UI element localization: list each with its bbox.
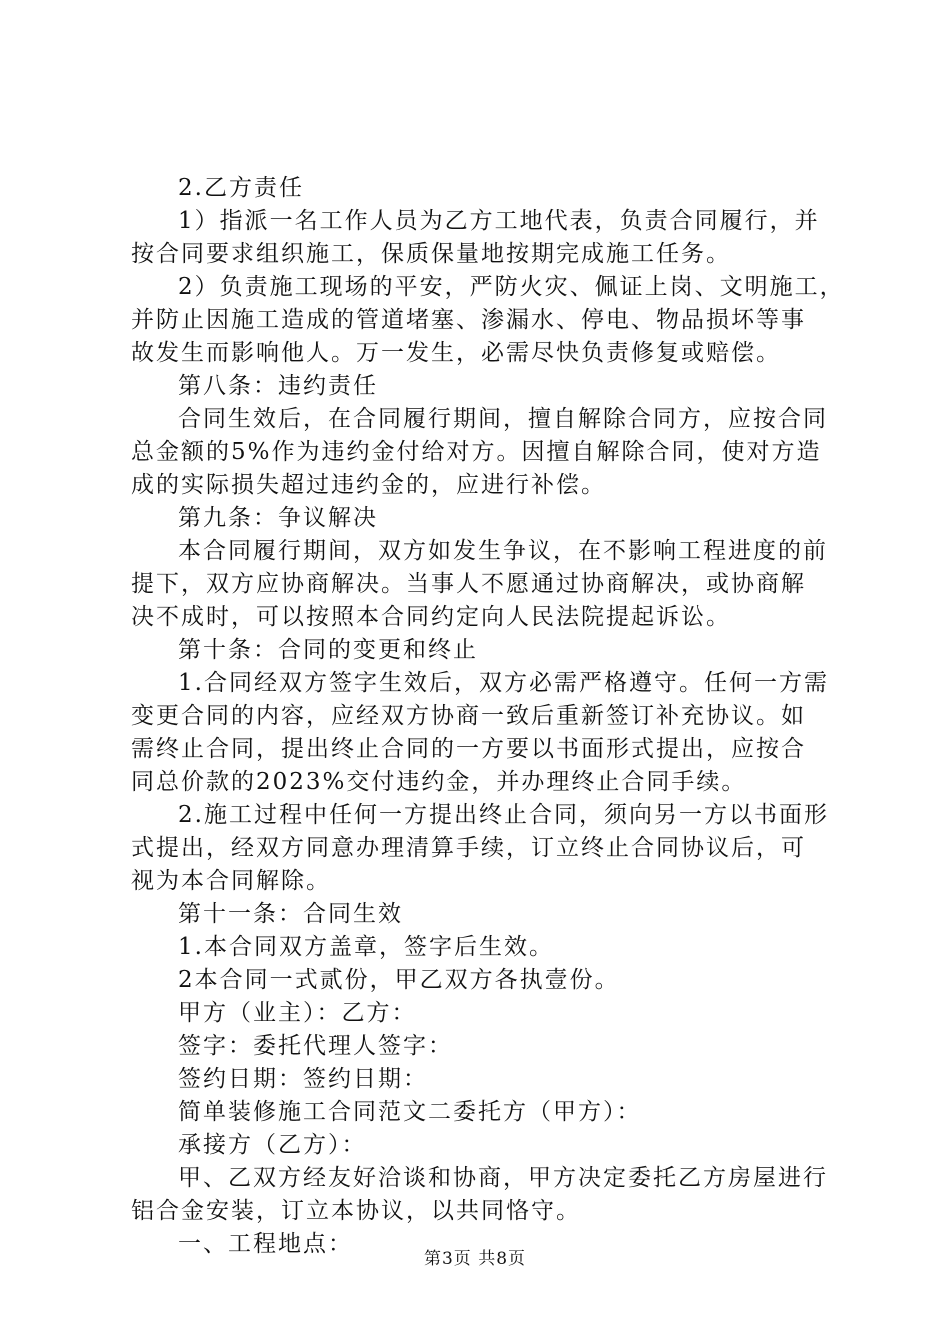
- text-line: 2.施工过程中任何一方提出终止合同，须向另一方以书面形: [178, 802, 829, 828]
- signature-line: 签字：委托代理人签字：: [178, 1033, 453, 1059]
- text-line: 总金额的5%作为违约金付给对方。因擅自解除合同，使对方造: [131, 439, 822, 465]
- text-line: 合同生效后，在合同履行期间，擅自解除合同方，应按合同: [178, 406, 828, 432]
- text-line: 成的实际损失超过违约金的，应进行补偿。: [131, 472, 606, 498]
- text-line: 铝合金安装，订立本协议，以共同恪守。: [131, 1198, 581, 1224]
- section-heading: 第十条：合同的变更和终止: [178, 637, 478, 663]
- text-line: 需终止合同，提出终止合同的一方要以书面形式提出，应按合: [131, 736, 806, 762]
- section-heading: 第十一条：合同生效: [178, 901, 403, 927]
- text-line: 1）指派一名工作人员为乙方工地代表，负责合同履行，并: [178, 208, 820, 234]
- section-heading: 一、工程地点：: [178, 1231, 353, 1257]
- text-line: 变更合同的内容，应经双方协商一致后重新签订补充协议。如: [131, 703, 806, 729]
- text-line: 决不成时，可以按照本合同约定向人民法院提起诉讼。: [131, 604, 731, 630]
- text-line: 按合同要求组织施工，保质保量地按期完成施工任务。: [131, 241, 731, 267]
- text-line: 1.合同经双方签字生效后，双方必需严格遵守。任何一方需: [178, 670, 829, 696]
- text-line: 1.本合同双方盖章，签字后生效。: [178, 934, 554, 960]
- text-line: 甲、乙双方经友好洽谈和协商，甲方决定委托乙方房屋进行: [178, 1165, 828, 1191]
- text-line: 并防止因施工造成的管道堵塞、渗漏水、停电、物品损坏等事: [131, 307, 806, 333]
- section-heading: 第八条：违约责任: [178, 373, 378, 399]
- text-line: 视为本合同解除。: [131, 868, 331, 894]
- signature-date-line: 签约日期：签约日期：: [178, 1066, 428, 1092]
- text-line: 2）负责施工现场的平安，严防火灾、佩证上岗、文明施工，: [178, 274, 845, 300]
- text-line: 本合同履行期间，双方如发生争议，在不影响工程进度的前: [178, 538, 828, 564]
- text-line: 2本合同一式贰份，甲乙双方各执壹份。: [178, 967, 620, 993]
- text-line: 承接方（乙方）：: [178, 1132, 367, 1158]
- text-line: 简单装修施工合同范文二委托方（甲方）：: [178, 1099, 642, 1125]
- text-line: 故发生而影响他人。万一发生，必需尽快负责修复或赔偿。: [131, 340, 781, 366]
- page-number-footer: 第3页 共8页: [423, 1249, 527, 1269]
- text-line: 式提出，经双方同意办理清算手续，订立终止合同协议后，可: [131, 835, 806, 861]
- signature-party-line: 甲方（业主）：乙方：: [178, 1000, 417, 1026]
- text-line: 2.乙方责任: [178, 175, 304, 201]
- text-line: 同总价款的2023%交付违约金，并办理终止合同手续。: [131, 769, 747, 795]
- section-heading: 第九条：争议解决: [178, 505, 378, 531]
- text-line: 提下，双方应协商解决。当事人不愿通过协商解决，或协商解: [131, 571, 806, 597]
